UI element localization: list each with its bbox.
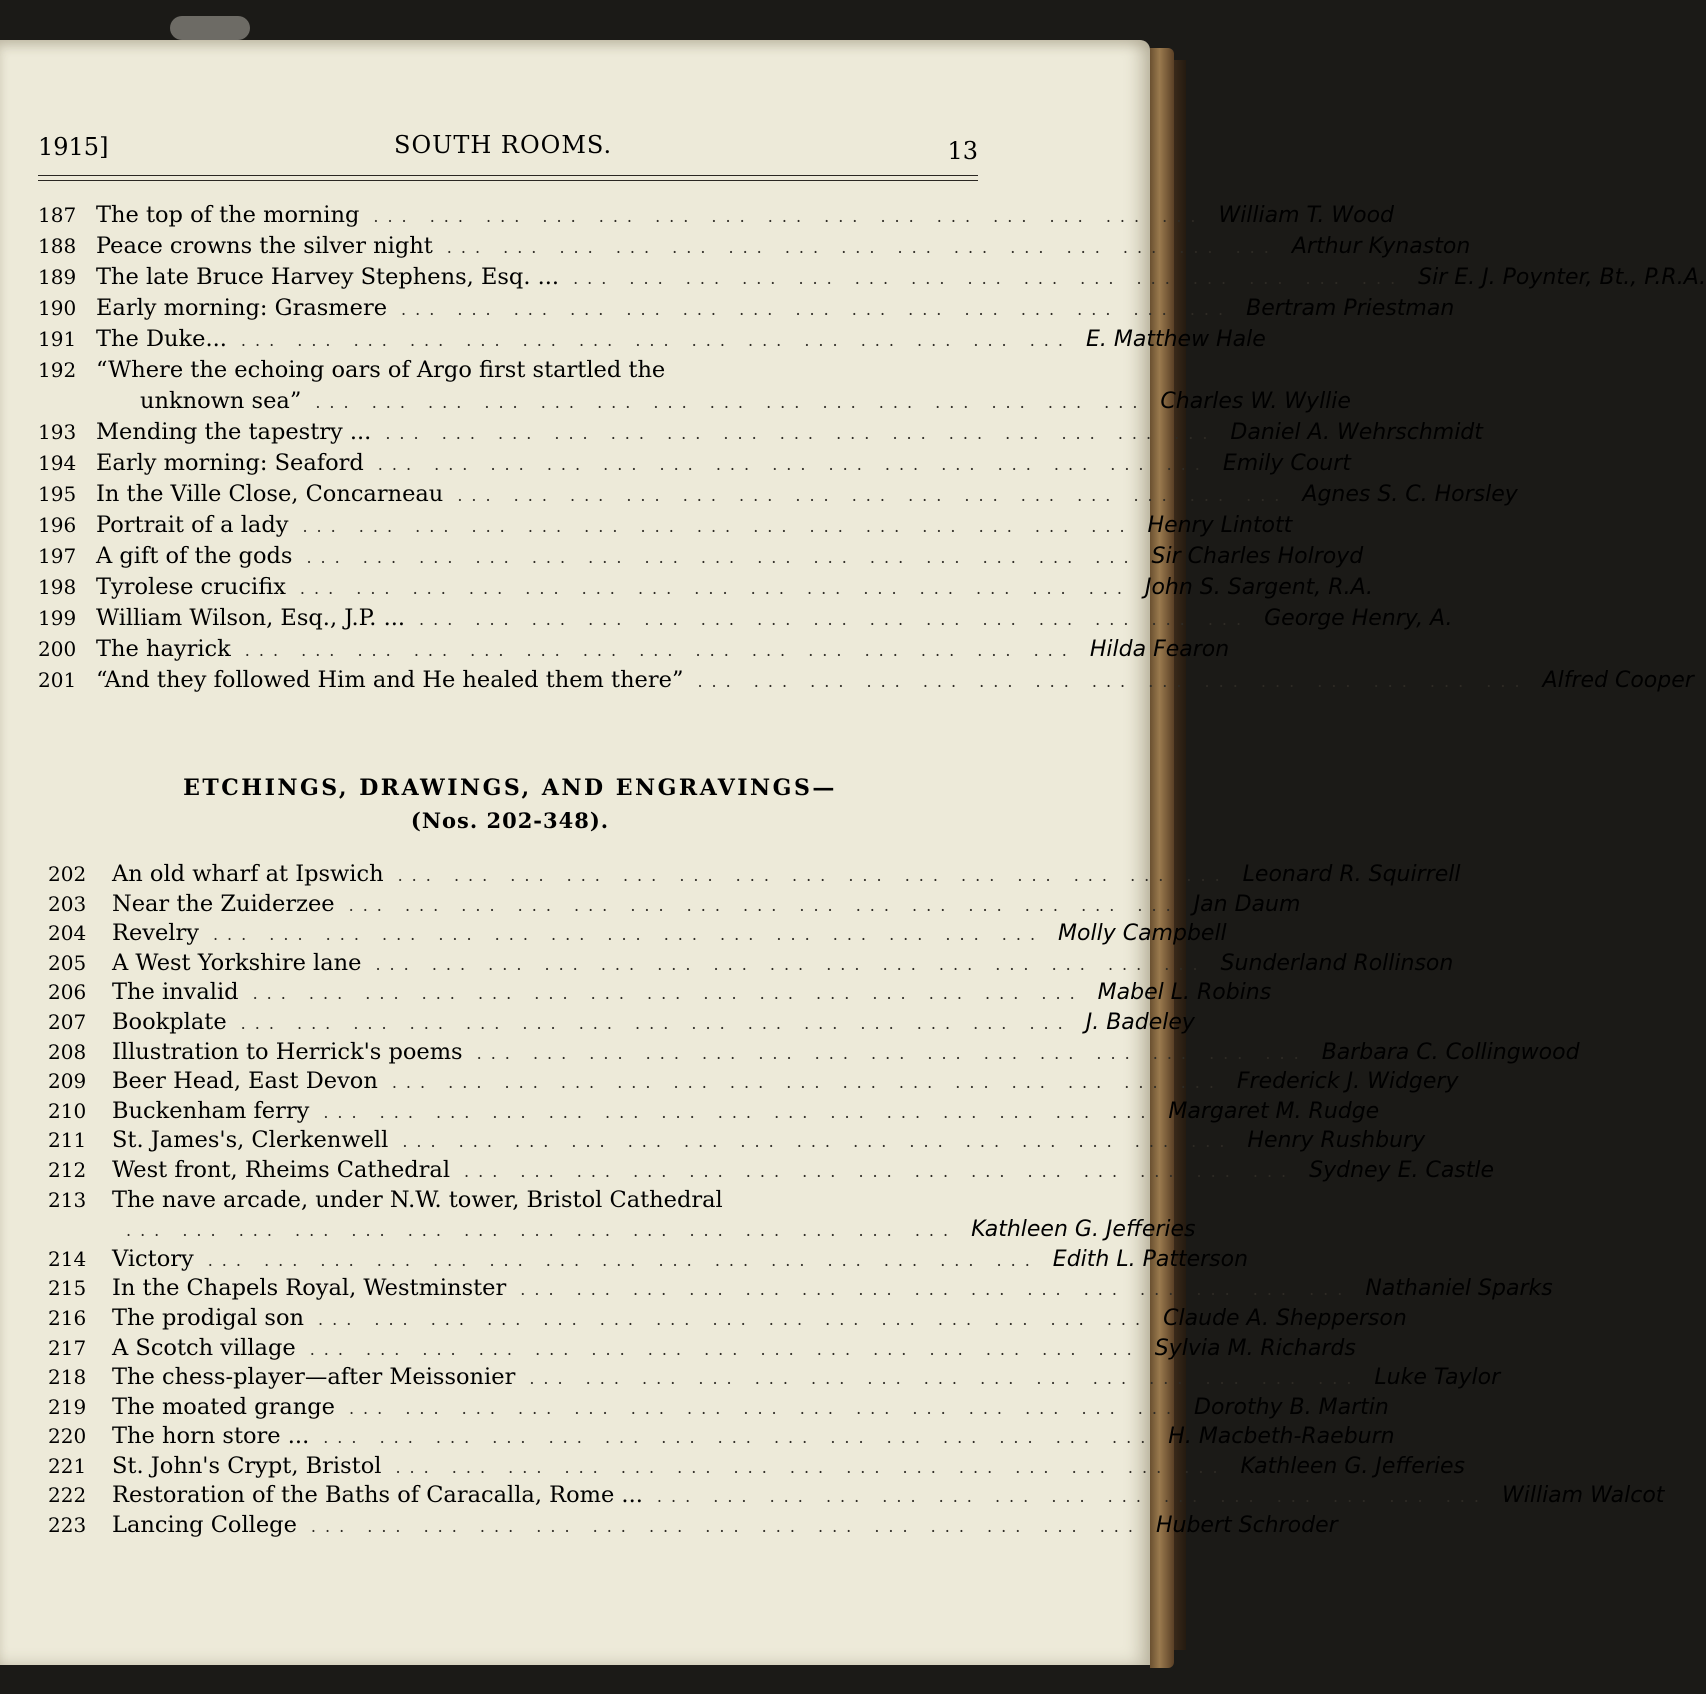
entry-number: 223 bbox=[48, 1513, 87, 1538]
leader-dots: ... ... ... ... ... ... ... ... ... ... ... ... ... ... ... bbox=[419, 610, 1251, 629]
catalogue-entry bbox=[48, 1097, 1380, 1127]
entry-title: The late Bruce Harvey Stephens, Esq. ... bbox=[96, 264, 560, 290]
entry-title: Near the Zuiderzee bbox=[112, 890, 335, 917]
entry-title: Early morning: Seaford bbox=[96, 450, 364, 476]
entry-number: 218 bbox=[48, 1365, 87, 1390]
entry-artist: Sylvia M. Richards bbox=[1154, 1335, 1356, 1361]
entry-title: An old wharf at Ipswich bbox=[112, 861, 384, 887]
catalogue-entry bbox=[38, 200, 1394, 231]
entry-artist: Charles W. Wyllie bbox=[1160, 389, 1351, 414]
entry-title: Portrait of a lady bbox=[96, 512, 289, 538]
entry-title: Lancing College bbox=[112, 1512, 297, 1539]
leader-dots: ... ... ... ... ... ... ... ... ... ... ... ... ... ... ... bbox=[395, 1457, 1227, 1477]
entry-number: 206 bbox=[48, 980, 87, 1005]
header-year: 1915] bbox=[38, 133, 109, 161]
entry-artist: Alfred Cooper bbox=[1542, 668, 1694, 693]
catalogue-entry bbox=[38, 293, 1455, 324]
catalogue-entry bbox=[48, 1481, 1665, 1511]
entry-artist: Luke Taylor bbox=[1374, 1365, 1501, 1391]
entry-title: Buckenham ferry bbox=[112, 1097, 310, 1124]
entry-artist: Kathleen G. Jefferies bbox=[971, 1217, 1196, 1243]
catalogue-entry bbox=[48, 1334, 1356, 1364]
leader-dots: ... ... ... ... ... ... ... ... ... ... ... ... ... ... ... bbox=[348, 895, 1180, 915]
catalogue-entry bbox=[38, 324, 1266, 355]
header-rule bbox=[38, 175, 978, 176]
etchings-list bbox=[48, 860, 1665, 1541]
leader-dots: ... ... ... ... ... ... ... ... ... ... ... ... ... ... ... bbox=[323, 1102, 1155, 1122]
entry-artist: Sir E. J. Poynter, Bt., P.R.A. bbox=[1418, 265, 1706, 290]
entry-number: 202 bbox=[48, 862, 87, 886]
catalogue-entry bbox=[48, 1008, 1195, 1038]
entry-title: Tyrolese crucifix bbox=[96, 574, 286, 600]
catalogue-entry bbox=[38, 262, 1706, 293]
leader-dots: ... ... ... ... ... ... ... ... ... ... ... ... ... ... ... bbox=[373, 207, 1205, 226]
entry-artist: Henry Rushbury bbox=[1247, 1128, 1426, 1154]
leader-dots: ... ... ... ... ... ... ... ... ... ... ... ... ... ... ... bbox=[476, 1043, 1308, 1063]
catalogue-entry bbox=[48, 949, 1454, 979]
catalogue-entry bbox=[48, 1393, 1389, 1423]
leader-dots: ... ... ... ... ... ... ... ... ... ... ... ... ... ... ... bbox=[457, 486, 1289, 505]
entry-number: 198 bbox=[38, 575, 77, 599]
entry-number: 189 bbox=[38, 265, 77, 289]
leader-dots: ... ... ... ... ... ... ... ... ... ... ... ... ... ... ... bbox=[529, 1369, 1361, 1389]
entry-artist: Sydney E. Castle bbox=[1309, 1157, 1495, 1183]
catalogue-entry bbox=[48, 1215, 1196, 1245]
catalogue-entry bbox=[38, 572, 1374, 603]
entry-title: In the Chapels Royal, Westminster bbox=[112, 1275, 507, 1302]
entry-artist: Nathaniel Sparks bbox=[1365, 1276, 1553, 1302]
leader-dots: ... ... ... ... ... ... ... ... ... ... ... ... ... ... ... bbox=[348, 1398, 1181, 1418]
leader-dots: ... ... ... ... ... ... ... ... ... ... ... ... ... ... ... bbox=[401, 300, 1233, 319]
entry-title: Restoration of the Baths of Caracalla, Rome ... bbox=[112, 1482, 643, 1509]
catalogue-entry bbox=[48, 890, 1301, 920]
entry-artist: J. Badeley bbox=[1085, 1009, 1195, 1035]
entry-artist: Frederick J. Widgery bbox=[1236, 1069, 1459, 1095]
leader-dots: ... ... ... ... ... ... ... ... ... ... ... ... ... ... ... bbox=[464, 1161, 1296, 1181]
leader-dots: ... ... ... ... ... ... ... ... ... ... ... ... ... ... ... bbox=[309, 1339, 1141, 1359]
catalogue-entry bbox=[38, 448, 1351, 479]
entry-title: The prodigal son bbox=[112, 1304, 305, 1331]
catalogue-entry bbox=[38, 634, 1230, 665]
entry-title: Bookplate bbox=[112, 1008, 227, 1035]
entry-title: Beer Head, East Devon bbox=[112, 1068, 378, 1095]
oil-paintings-list bbox=[38, 200, 1706, 696]
entry-artist: John S. Sargent, R.A. bbox=[1144, 575, 1374, 600]
entry-number: 196 bbox=[38, 513, 77, 537]
section-subheading: (Nos. 202-348). bbox=[410, 808, 610, 833]
catalogue-entry bbox=[38, 510, 1293, 541]
entry-number: 205 bbox=[48, 950, 87, 975]
entry-title: “And they followed Him and He healed them there” bbox=[96, 667, 684, 693]
catalogue-entry bbox=[38, 541, 1364, 572]
entry-artist: Hubert Schroder bbox=[1155, 1513, 1338, 1539]
entry-number: 193 bbox=[38, 420, 77, 444]
entry-number: 219 bbox=[48, 1394, 87, 1419]
entry-number: 207 bbox=[48, 1009, 87, 1034]
catalogue-entry bbox=[48, 1422, 1395, 1452]
entry-title: West front, Rheims Cathedral bbox=[112, 1156, 451, 1183]
leader-dots: ... ... ... ... ... ... ... ... ... ... ... ... ... ... ... bbox=[323, 1428, 1155, 1448]
leader-dots: ... ... ... ... ... ... ... ... ... ... ... ... ... ... ... bbox=[697, 672, 1529, 691]
entry-title: St. John's Crypt, Bristol bbox=[112, 1452, 382, 1479]
entry-artist: Emily Court bbox=[1222, 451, 1351, 476]
leader-dots: ... ... ... ... ... ... ... ... ... ... ... ... ... ... ... bbox=[377, 455, 1209, 474]
entry-artist: Molly Campbell bbox=[1058, 921, 1227, 947]
catalogue-entry bbox=[38, 479, 1518, 510]
entry-title: Illustration to Herrick's poems bbox=[112, 1038, 463, 1065]
catalogue-entry bbox=[38, 603, 1453, 634]
catalogue-entry bbox=[48, 1067, 1459, 1097]
entry-title: The hayrick bbox=[96, 636, 231, 662]
leader-dots: ... ... ... ... ... ... ... ... ... ... ... ... ... ... ... bbox=[520, 1280, 1352, 1300]
entry-artist: Hilda Fearon bbox=[1089, 637, 1230, 662]
leader-dots: ... ... ... ... ... ... ... ... ... ... ... ... ... ... ... bbox=[240, 331, 1072, 350]
entry-artist: H. Macbeth-Raeburn bbox=[1168, 1424, 1395, 1450]
entry-artist: Jan Daum bbox=[1193, 891, 1301, 917]
leader-dots: ... ... ... ... ... ... ... ... ... ... ... ... ... ... ... bbox=[299, 579, 1131, 598]
entry-number: 197 bbox=[38, 544, 77, 568]
entry-artist: Dorothy B. Martin bbox=[1194, 1394, 1389, 1420]
leader-dots: ... ... ... ... ... ... ... ... ... ... ... ... ... ... ... bbox=[310, 1517, 1142, 1537]
entry-title: Victory bbox=[112, 1245, 194, 1272]
entry-title: The nave arcade, under N.W. tower, Bristol Cathedral bbox=[112, 1186, 723, 1213]
catalogue-entry bbox=[48, 1186, 980, 1216]
leader-dots: ... ... ... ... ... ... ... ... ... ... ... ... ... ... ... bbox=[315, 393, 1147, 412]
entry-artist: Arthur Kynaston bbox=[1291, 234, 1471, 259]
catalogue-entry bbox=[48, 1274, 1553, 1304]
entry-artist: William T. Wood bbox=[1218, 203, 1394, 228]
entry-artist: Agnes S. C. Horsley bbox=[1302, 482, 1518, 507]
catalogue-entry bbox=[48, 978, 1272, 1008]
leader-dots: ... ... ... ... ... ... ... ... ... ... ... ... ... ... ... bbox=[446, 238, 1278, 257]
entry-number: 208 bbox=[48, 1039, 87, 1064]
entry-artist: Claude A. Shepperson bbox=[1163, 1305, 1407, 1331]
entry-number: 194 bbox=[38, 451, 77, 475]
entry-number: 212 bbox=[48, 1157, 87, 1182]
entry-title: A gift of the gods bbox=[96, 543, 293, 569]
entry-artist: William Walcot bbox=[1501, 1483, 1665, 1509]
entry-number: 204 bbox=[48, 921, 87, 946]
entry-title: A Scotch village bbox=[112, 1334, 296, 1361]
leader-dots: ... ... ... ... ... ... ... ... ... ... ... ... ... ... ... bbox=[318, 1309, 1150, 1329]
leader-dots: ... ... ... ... ... ... ... ... ... ... ... ... ... ... ... bbox=[656, 1487, 1488, 1507]
entry-artist: Leonard R. Squirrell bbox=[1242, 862, 1461, 887]
catalogue-entry bbox=[38, 355, 978, 386]
entry-artist: Kathleen G. Jefferies bbox=[1240, 1453, 1465, 1479]
entry-title: unknown sea” bbox=[140, 388, 302, 414]
entry-title: The top of the morning bbox=[96, 202, 360, 228]
header-title: SOUTH ROOMS. bbox=[394, 131, 613, 159]
entry-title: A West Yorkshire lane bbox=[112, 949, 362, 976]
header-rule-thin bbox=[38, 180, 978, 181]
entry-number: 217 bbox=[48, 1335, 87, 1360]
entry-title: Early morning: Grasmere bbox=[96, 295, 388, 321]
leader-dots: ... ... ... ... ... ... ... ... ... ... ... ... ... ... ... bbox=[573, 269, 1405, 288]
entry-number: 220 bbox=[48, 1424, 87, 1449]
leader-dots: ... ... ... ... ... ... ... ... ... ... ... ... ... ... ... bbox=[126, 1221, 958, 1241]
leader-dots: ... ... ... ... ... ... ... ... ... ... ... ... ... ... ... bbox=[385, 424, 1217, 443]
leader-dots: ... ... ... ... ... ... ... ... ... ... ... ... ... ... ... bbox=[397, 866, 1229, 885]
entry-artist: E. Matthew Hale bbox=[1085, 327, 1266, 352]
entry-artist: Sir Charles Holroyd bbox=[1151, 544, 1364, 569]
entry-artist: Sunderland Rollinson bbox=[1220, 950, 1454, 976]
entry-title: The chess-player—after Meissonier bbox=[112, 1364, 516, 1391]
entry-number: 192 bbox=[38, 358, 77, 382]
section-heading: ETCHINGS, DRAWINGS, AND ENGRAVINGS— bbox=[183, 775, 837, 801]
entry-artist: Edith L. Patterson bbox=[1052, 1246, 1249, 1272]
entry-artist: Margaret M. Rudge bbox=[1168, 1098, 1380, 1124]
catalogue-entry bbox=[38, 417, 1483, 448]
entry-title: St. James's, Clerkenwell bbox=[112, 1127, 389, 1154]
leader-dots: ... ... ... ... ... ... ... ... ... ... ... ... ... ... ... bbox=[375, 954, 1207, 974]
entry-number: 221 bbox=[48, 1453, 87, 1478]
entry-number: 195 bbox=[38, 482, 77, 506]
catalogue-entry bbox=[48, 1245, 1249, 1275]
entry-artist: Henry Lintott bbox=[1147, 513, 1293, 538]
entry-artist: Daniel A. Wehrschmidt bbox=[1230, 420, 1483, 445]
catalogue-entry bbox=[48, 1126, 1426, 1156]
catalogue-entry bbox=[48, 1038, 1580, 1068]
page-clip bbox=[170, 16, 250, 40]
entry-number: 210 bbox=[48, 1098, 87, 1123]
leader-dots: ... ... ... ... ... ... ... ... ... ... ... ... ... ... ... bbox=[302, 517, 1134, 536]
entry-artist: Bertram Priestman bbox=[1246, 296, 1455, 321]
entry-artist: Barbara C. Collingwood bbox=[1321, 1039, 1580, 1065]
entry-title: In the Ville Close, Concarneau bbox=[96, 481, 444, 507]
running-header bbox=[38, 133, 978, 169]
entry-number: 200 bbox=[38, 637, 77, 661]
leader-dots: ... ... ... ... ... ... ... ... ... ... ... ... ... ... ... bbox=[391, 1073, 1223, 1093]
leader-dots: ... ... ... ... ... ... ... ... ... ... ... ... ... ... ... bbox=[402, 1132, 1234, 1152]
entry-number: 199 bbox=[38, 606, 77, 630]
entry-title: The Duke... bbox=[96, 326, 227, 352]
entry-title: Revelry bbox=[112, 920, 199, 947]
catalogue-entry bbox=[48, 1156, 1495, 1186]
entry-number: 215 bbox=[48, 1276, 87, 1301]
entry-number: 214 bbox=[48, 1246, 87, 1271]
entry-title: The horn store ... bbox=[112, 1423, 310, 1450]
leader-dots: ... ... ... ... ... ... ... ... ... ... ... ... ... ... ... bbox=[207, 1250, 1039, 1270]
entry-number: 209 bbox=[48, 1069, 87, 1094]
entry-artist: Mabel L. Robins bbox=[1097, 980, 1272, 1006]
leader-dots: ... ... ... ... ... ... ... ... ... ... ... ... ... ... ... bbox=[244, 641, 1076, 660]
entry-number: 188 bbox=[38, 234, 77, 258]
leader-dots: ... ... ... ... ... ... ... ... ... ... ... ... ... ... ... bbox=[212, 925, 1045, 945]
page-number: 13 bbox=[947, 137, 978, 165]
catalogue-entry bbox=[38, 386, 1351, 417]
catalogue-entry bbox=[48, 919, 1227, 949]
catalogue-entry bbox=[48, 860, 1461, 890]
entry-number: 203 bbox=[48, 891, 87, 916]
entry-artist: George Henry, A. bbox=[1264, 606, 1453, 631]
entry-title: The invalid bbox=[112, 979, 239, 1006]
entry-number: 211 bbox=[48, 1128, 87, 1153]
entry-number: 216 bbox=[48, 1305, 87, 1330]
catalogue-entry bbox=[48, 1304, 1407, 1334]
entry-title: Mending the tapestry ... bbox=[96, 419, 372, 445]
leader-dots: ... ... ... ... ... ... ... ... ... ... ... ... ... ... ... bbox=[252, 984, 1084, 1004]
catalogue-entry bbox=[38, 231, 1471, 262]
catalogue-entry bbox=[48, 1511, 1338, 1541]
entry-number: 201 bbox=[38, 668, 77, 692]
entry-title: The moated grange bbox=[112, 1393, 335, 1420]
catalogue-entry bbox=[48, 1452, 1465, 1482]
entry-number: 222 bbox=[48, 1483, 87, 1508]
catalogue-entry bbox=[48, 1363, 1501, 1393]
leader-dots: ... ... ... ... ... ... ... ... ... ... ... ... ... ... ... bbox=[306, 548, 1138, 567]
leader-dots: ... ... ... ... ... ... ... ... ... ... ... ... ... ... ... bbox=[240, 1013, 1072, 1033]
entry-number: 187 bbox=[38, 203, 77, 227]
entry-title: “Where the echoing oars of Argo first startled the bbox=[96, 357, 666, 383]
entry-number: 213 bbox=[48, 1187, 87, 1212]
catalogue-entry bbox=[38, 665, 1694, 696]
entry-number: 191 bbox=[38, 327, 77, 351]
entry-title: Peace crowns the silver night bbox=[96, 233, 433, 259]
entry-title: William Wilson, Esq., J.P. ... bbox=[96, 605, 406, 631]
entry-number: 190 bbox=[38, 296, 77, 320]
